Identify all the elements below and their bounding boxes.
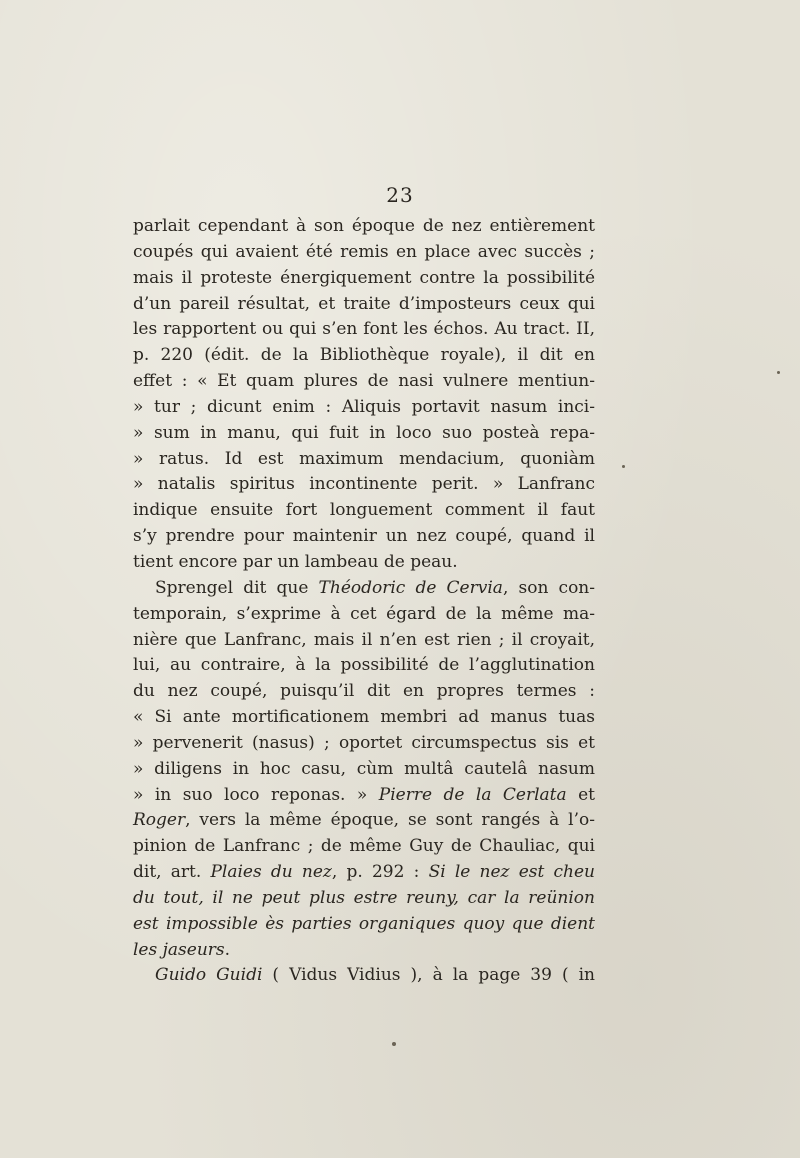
paper-speck bbox=[777, 371, 780, 374]
italic-text: du tout, il ne peut plus estre reuny, car la reünion bbox=[133, 887, 595, 908]
text-span: mais il proteste énergiquement contre la possibilité bbox=[133, 267, 595, 288]
text-span: » in suo loco reponas. » bbox=[133, 784, 379, 805]
text-span: lui, au contraire, à la possibilité de l’agglutination bbox=[133, 655, 595, 676]
text-span: , vers la même époque, se sont rangés à l’o- bbox=[185, 810, 595, 831]
text-line bbox=[133, 602, 595, 628]
text-line bbox=[133, 912, 595, 938]
text-span: temporain, s’exprime à cet égard de la même ma- bbox=[133, 603, 595, 624]
text-line bbox=[133, 266, 595, 292]
text-span: » tur ; dicunt enim : Aliquis portavit nasum inci- bbox=[133, 396, 595, 417]
text-span: , son con- bbox=[502, 577, 595, 598]
text-span: Sprengel dit que bbox=[155, 577, 319, 598]
text-span: tient encore par un lambeau de peau. bbox=[133, 551, 458, 572]
text-line bbox=[133, 963, 595, 989]
italic-text: Théodoric de Cervia bbox=[318, 577, 503, 598]
text-span: » diligens in hoc casu, cùm multâ cautelâ nasum bbox=[133, 758, 595, 779]
text-span: coupés qui avaient été remis en place avec succès ; bbox=[133, 241, 595, 262]
italic-text: Guido Guidi bbox=[155, 965, 263, 986]
text-span: ( Vidus Vidius ), à la page 39 ( in bbox=[262, 965, 596, 986]
italic-text: Roger bbox=[133, 810, 186, 831]
text-span: dit, art. bbox=[133, 862, 211, 883]
text-line bbox=[133, 731, 595, 757]
italic-text: est impossible ès parties organiques quoy que dient bbox=[133, 913, 595, 934]
text-span: les rapportent ou qui s’en font les échos. Au tract. II, bbox=[133, 319, 595, 340]
text-span: d’un pareil résultat, et traite d’imposteurs ceux qui bbox=[133, 293, 595, 314]
text-line bbox=[133, 653, 595, 679]
text-span: s’y prendre pour maintenir un nez coupé, quand il bbox=[133, 526, 595, 547]
text-line bbox=[133, 808, 595, 834]
text-span: et bbox=[566, 784, 596, 805]
text-line bbox=[133, 783, 595, 809]
text-span: » pervenerit (nasus) ; oportet circumspectus sis et bbox=[133, 732, 595, 753]
text-line bbox=[133, 834, 595, 860]
text-span: . bbox=[224, 939, 231, 960]
text-line bbox=[133, 395, 595, 421]
text-span: parlait cependant à son époque de nez entièrement bbox=[133, 216, 595, 236]
text-line bbox=[133, 576, 595, 602]
text-line bbox=[133, 317, 595, 343]
text-line bbox=[133, 369, 595, 395]
italic-text: les jaseurs bbox=[133, 939, 225, 960]
text-line bbox=[133, 757, 595, 783]
text-line bbox=[133, 447, 595, 473]
paper-speck bbox=[622, 465, 625, 468]
text-line bbox=[133, 550, 595, 576]
text-line bbox=[133, 240, 595, 266]
text-line bbox=[133, 524, 595, 550]
text-line bbox=[133, 292, 595, 318]
text-line bbox=[133, 472, 595, 498]
italic-text: Plaies du nez bbox=[210, 862, 332, 883]
text-line bbox=[133, 886, 595, 912]
text-line bbox=[133, 628, 595, 654]
text-span: p. 220 (édit. de la Bibliothèque royale), il dit en bbox=[133, 345, 595, 366]
text-span: » natalis spiritus incontinente perit. » Lanfranc bbox=[133, 474, 595, 495]
page-number: 23 bbox=[386, 183, 414, 207]
italic-text: Pierre de la Cerlata bbox=[378, 784, 567, 805]
text-span: , p. 292 : bbox=[331, 862, 429, 883]
text-span: indique ensuite fort longuement comment il faut bbox=[133, 500, 595, 521]
text-line bbox=[133, 214, 595, 240]
text-line bbox=[133, 498, 595, 524]
text-span: » sum in manu, qui fuit in loco suo posteà repa- bbox=[133, 422, 595, 443]
text-block bbox=[133, 214, 595, 989]
text-line bbox=[133, 860, 595, 886]
text-span: nière que Lanfranc, mais il n’en est rien ; il croyait, bbox=[133, 629, 595, 650]
text-span: » ratus. Id est maximum mendacium, quoniàm bbox=[133, 448, 595, 469]
text-line bbox=[133, 938, 595, 964]
text-span: effet : « Et quam plures de nasi vulnere mentiun- bbox=[133, 371, 595, 392]
text-line bbox=[133, 421, 595, 447]
text-span: du nez coupé, puisqu’il dit en propres termes : bbox=[133, 681, 595, 702]
text-span: pinion de Lanfranc ; de même Guy de Chauliac, qui bbox=[133, 836, 595, 857]
italic-text: Si le nez est cheu bbox=[428, 862, 596, 883]
text-line bbox=[133, 679, 595, 705]
paper-speck bbox=[392, 1042, 396, 1046]
text-line bbox=[133, 343, 595, 369]
text-line bbox=[133, 705, 595, 731]
text-span: « Si ante mortificationem membri ad manus tuas bbox=[133, 707, 595, 728]
